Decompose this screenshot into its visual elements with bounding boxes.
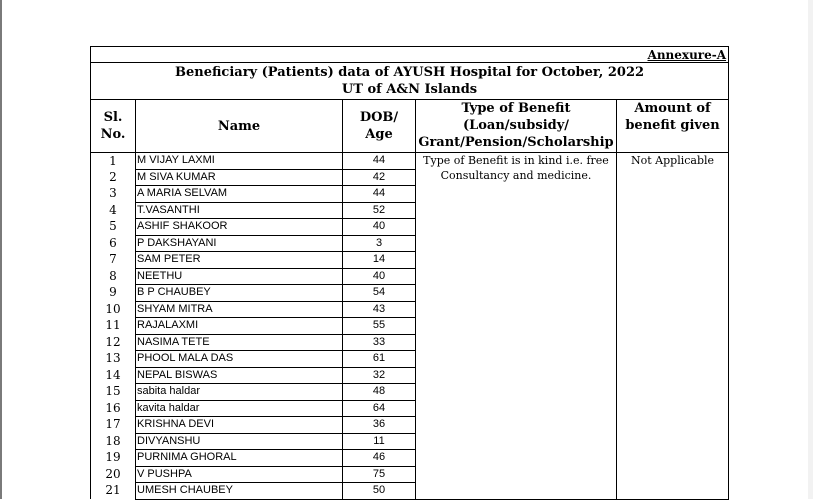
age-cell: 48 [343,384,416,401]
scrollbar-track[interactable] [808,0,813,499]
header-row [91,100,729,153]
sl-no-cell: 19 [91,450,136,467]
sl-no-cell: 6 [91,235,136,252]
sl-no-cell: 2 [91,169,136,186]
name-cell: ASHIF SHAKOOR [136,219,343,236]
sl-no-cell: 15 [91,384,136,401]
age-cell: 40 [343,268,416,285]
title-line-2: UT of A&N Islands [341,82,478,97]
name-cell: NASIMA TETE [136,334,343,351]
header-dob-age [343,100,416,153]
age-cell: 14 [343,252,416,269]
name-cell: V PUSHPA [136,466,343,483]
sl-no-cell: 17 [91,417,136,434]
annexure-text: Annexure-A [647,47,727,62]
name-cell: UMESH CHAUBEY [136,483,343,500]
name-cell: KRISHNA DEVI [136,417,343,434]
sl-no-cell: 13 [91,351,136,368]
header-benefit-line2: (Loan/subsidy/ [462,118,570,133]
header-sl-line2: No. [100,127,126,142]
header-benefit-line1: Type of Benefit [461,101,571,116]
sl-no-cell: 10 [91,301,136,318]
name-cell: P DAKSHAYANI [136,235,343,252]
age-cell: 32 [343,367,416,384]
sl-no-cell: 7 [91,252,136,269]
age-cell: 61 [343,351,416,368]
header-name [136,100,343,153]
name-cell: NEETHU [136,268,343,285]
page-left-edge [0,0,2,499]
header-name-text: Name [217,118,261,134]
sl-no-cell: 3 [91,186,136,203]
name-cell: M SIVA KUMAR [136,169,343,186]
name-cell: sabita haldar [136,384,343,401]
header-dob-line1: DOB/ [359,110,399,125]
annexure-label [91,47,729,63]
sl-no-cell: 4 [91,202,136,219]
age-cell: 33 [343,334,416,351]
beneficiary-table [90,46,729,500]
age-cell: 50 [343,483,416,500]
age-cell: 43 [343,301,416,318]
name-cell: SHYAM MITRA [136,301,343,318]
age-cell: 11 [343,433,416,450]
title-line-1: Beneficiary (Patients) data of AYUSH Hospital for October, 2022 [174,65,645,80]
age-cell: 46 [343,450,416,467]
amount-cell: Not Applicable [617,153,729,500]
header-amount-of-benefit [617,100,729,153]
table-row [91,153,729,170]
name-cell: DIVYANSHU [136,433,343,450]
header-benefit-line3: Grant/Pension/Scholarship [418,135,614,150]
sl-no-cell: 18 [91,433,136,450]
age-cell: 54 [343,285,416,302]
header-amount-line2: benefit given [625,118,720,133]
name-cell: M VIJAY LAXMI [136,153,343,170]
header-dob-line2: Age [365,127,393,142]
name-cell: RAJALAXMI [136,318,343,335]
sl-no-cell: 21 [91,483,136,500]
name-cell: B P CHAUBEY [136,285,343,302]
name-cell: NEPAL BISWAS [136,367,343,384]
sl-no-cell: 14 [91,367,136,384]
document-title [91,63,729,100]
age-cell: 55 [343,318,416,335]
sl-no-cell: 8 [91,268,136,285]
name-cell: SAM PETER [136,252,343,269]
sl-no-cell: 5 [91,219,136,236]
sl-no-cell: 1 [91,153,136,170]
age-cell: 40 [343,219,416,236]
sl-no-cell: 9 [91,285,136,302]
sl-no-cell: 11 [91,318,136,335]
name-cell: kavita haldar [136,400,343,417]
age-cell: 75 [343,466,416,483]
age-cell: 52 [343,202,416,219]
name-cell: T.VASANTHI [136,202,343,219]
age-cell: 42 [343,169,416,186]
sl-no-cell: 16 [91,400,136,417]
name-cell: PHOOL MALA DAS [136,351,343,368]
benefit-description-cell: Type of Benefit is in kind i.e. free Consultancy and medicine. [416,153,617,500]
age-cell: 36 [343,417,416,434]
age-cell: 44 [343,153,416,170]
age-cell: 3 [343,235,416,252]
age-cell: 64 [343,400,416,417]
header-sl-no [91,100,136,153]
header-type-of-benefit [416,100,617,153]
name-cell: A MARIA SELVAM [136,186,343,203]
name-cell: PURNIMA GHORAL [136,450,343,467]
sl-no-cell: 12 [91,334,136,351]
header-amount-line1: Amount of [634,101,711,116]
header-sl-line1: Sl. [103,110,123,125]
sl-no-cell: 20 [91,466,136,483]
age-cell: 44 [343,186,416,203]
